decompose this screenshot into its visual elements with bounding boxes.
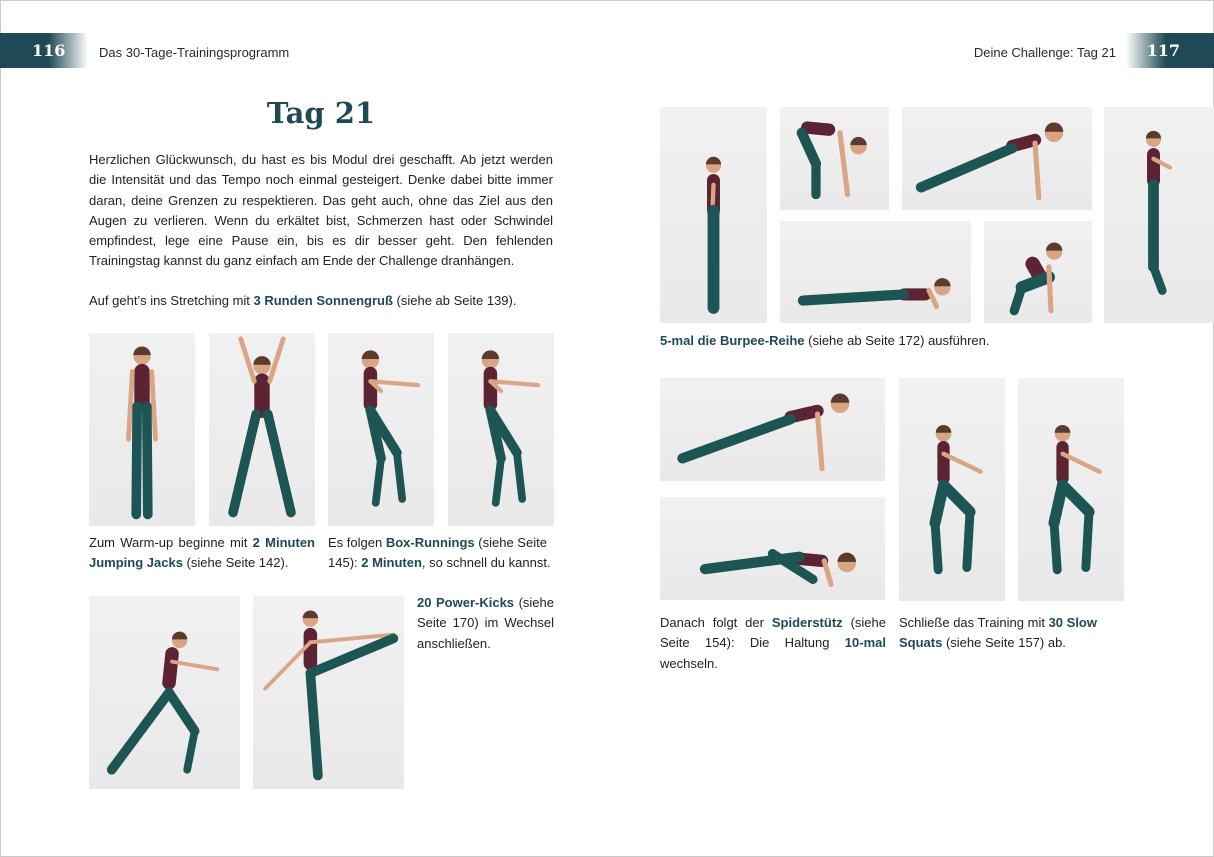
photo-kick-stance [89,596,240,789]
burpee-caption [660,331,1080,351]
kicks-text-after: (siehe Seite 170) im Wechsel anschließen. [417,595,554,651]
photo-burpee-jump-figure [1104,107,1214,323]
photo-slow-squat-2-figure [1018,378,1124,601]
photo-power-kick [253,596,404,789]
kicks-bold: 20 Power-Kicks [417,595,515,610]
power-kicks-caption [417,593,554,654]
photo-standing-front [89,333,195,526]
photo-burpee-chest-down-figure [780,221,971,323]
squat-caption [899,613,1139,654]
box-text-before: Es folgen [328,535,386,550]
warmup-bold: 2 Minuten Jumping Jacks [89,535,315,571]
photo-burpee-chest-down [780,221,971,323]
squat-bold: 30 Slow Squats [899,615,1097,651]
stretching-instruction [89,291,553,311]
photo-jumping-jack-figure [209,333,315,526]
spider-bold-1: Spiderstütz [771,615,843,630]
photo-power-kick-figure [253,596,404,789]
box-text-mid: (siehe Seite 145): [328,535,547,571]
spider-caption [660,613,886,674]
box-bold-1: Box-Runnings [385,535,475,550]
box-text-after: , so schnell du kannst. [421,555,551,571]
photo-burpee-squat-figure [984,221,1092,323]
photo-burpee-jump [1104,107,1214,323]
photo-standing-front-figure [89,333,195,526]
photo-burpee-squat [984,221,1092,323]
stretching-bold: 3 Runden Sonnengruß [253,293,393,308]
spider-text-after: wechseln. [660,655,718,671]
photo-spider-plank-figure [660,378,885,481]
photo-burpee-plank-figure [902,107,1092,210]
photo-burpee-stand [660,107,767,323]
box-bold-2: 2 Minuten [361,555,422,571]
photo-box-running-2-figure [448,333,554,526]
page-title: Tag 21 [266,96,376,130]
photo-burpee-stand-figure [660,107,767,323]
photo-slow-squat-1-figure [899,378,1005,601]
photo-burpee-plank [902,107,1092,210]
left-running-title: Das 30-Tage-Trainingsprogramm [99,45,290,60]
stretching-text-before: Auf geht’s ins Stretching mit [89,293,254,308]
warmup-text-after: (siehe Seite 142). [182,555,289,571]
stretching-text-after: (siehe ab Seite 139). [392,293,517,308]
photo-spider-plank [660,378,885,481]
spider-text-before: Danach folgt der [660,615,772,630]
intro-paragraph: Herzlichen Glückwunsch, du hast es bis Modul drei geschafft. Ab jetzt werden die Intensität und das Tempo noch einmal gesteigert. Denke dabei bitte immer daran, deine Grenzen zu respektieren. Das geht auch, ohne das Ziel aus den Augen zu verlieren. Wenn du erkältet bist, Schmerzen hast oder Schwindel empfindest, lege eine Pause ein, bis es dir besser geht. Den fehlenden Trainingstag kannst du ganz einfach am Ende der Challenge dranhängen. [89,152,553,269]
spider-text-mid: (siehe Seite 154): Die Haltung [660,615,886,651]
burpee-text-after: (siehe ab Seite 172) ausführen. [804,333,990,348]
squat-text-after: (siehe Seite 157) ab. [942,635,1066,651]
photo-box-running-2 [448,333,554,526]
photo-slow-squat-1 [899,378,1005,601]
photo-box-running-1-figure [328,333,434,526]
left-page-number: 116 [0,33,88,68]
spider-bold-2: 10-mal [844,635,886,651]
photo-box-running-1 [328,333,434,526]
right-page-number: 117 [1126,33,1214,68]
right-running-title: Deine Challenge: Tag 21 [973,45,1116,60]
photo-kick-stance-figure [89,596,240,789]
photo-burpee-forward-fold [780,107,889,210]
photo-burpee-forward-fold-figure [780,107,889,210]
squat-text-before: Schließe das Training mit [899,615,1049,630]
warmup-text-before: Zum Warm-up beginne mit [89,535,253,550]
photo-spider-knee [660,497,885,600]
burpee-bold: 5-mal die Burpee-Reihe [660,333,805,348]
photo-slow-squat-2 [1018,378,1124,601]
photo-spider-knee-figure [660,497,885,600]
box-running-caption [328,533,558,574]
warmup-caption [89,533,315,574]
photo-jumping-jack [209,333,315,526]
